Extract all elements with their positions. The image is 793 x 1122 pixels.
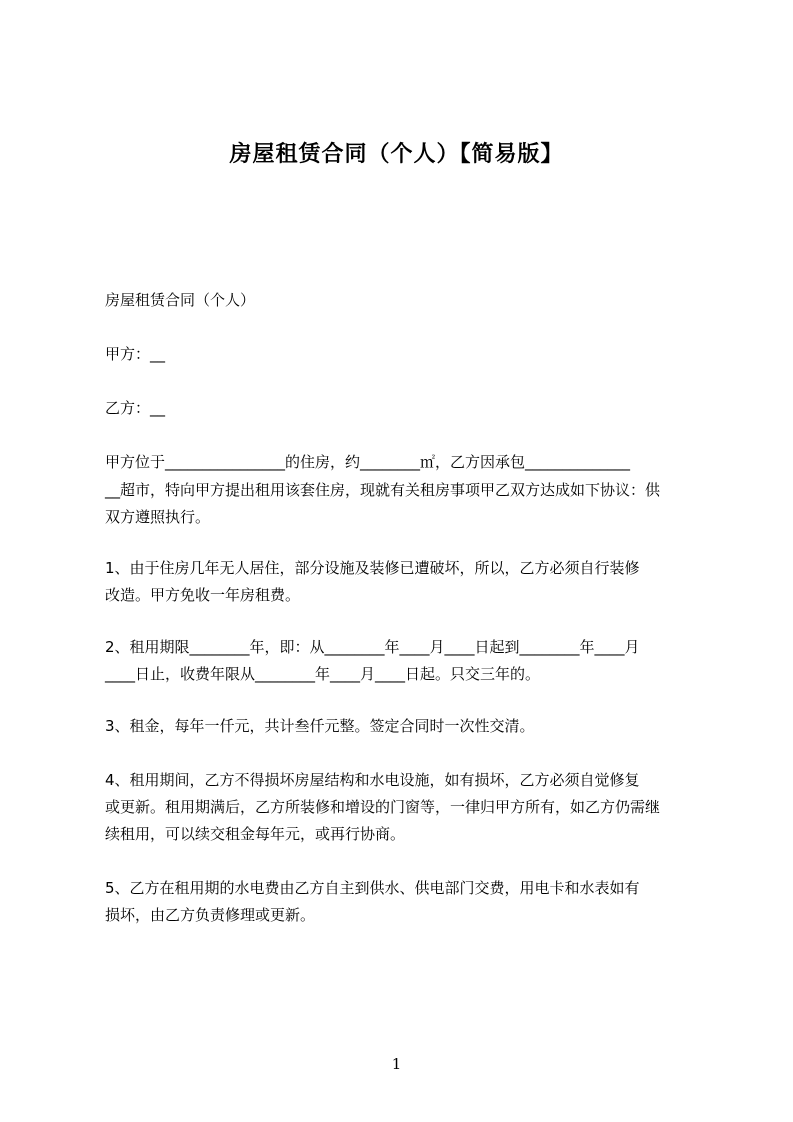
intro-paragraph-line: 甲方位于________________的住房，约________㎡，乙方因承包______________ bbox=[105, 453, 631, 471]
clause-1-line: 1、由于住房几年无人居住，部分设施及装修已遭破坏，所以，乙方必须自行装修 bbox=[105, 559, 640, 577]
clause-2-line: ____日止，收费年限从________年____月____日起。只交三年的。 bbox=[105, 665, 541, 683]
clause-5-line: 损坏，由乙方负责修理或更新。 bbox=[105, 906, 316, 924]
intro-paragraph-line: __超市，特向甲方提出租用该套住房，现就有关租房事项甲乙双方达成如下协议：供 bbox=[105, 481, 661, 499]
clause-3-line: 3、租金，每年一仟元，共计叁仟元整。签定合同时一次性交清。 bbox=[105, 717, 535, 735]
document-title: 房屋租赁合同（个人）【简易版】 bbox=[229, 142, 564, 167]
clause-4-line: 续租用，可以续交租金每年元，或再行协商。 bbox=[105, 825, 406, 843]
intro-paragraph-line: 双方遵照执行。 bbox=[105, 508, 211, 526]
clause-4-line: 或更新。租用期满后，乙方所装修和增设的门窗等，一律归甲方所有，如乙方仍需继 bbox=[105, 798, 661, 816]
party-a-line: 甲方：__ bbox=[105, 345, 166, 363]
clause-4-line: 4、租用期间，乙方不得损坏房屋结构和水电设施，如有损坏，乙方必须自觉修复 bbox=[105, 771, 640, 789]
clause-5-line: 5、乙方在租用期的水电费由乙方自主到供水、供电部门交费，用电卡和水表如有 bbox=[105, 879, 640, 897]
clause-1-line: 改造。甲方免收一年房租费。 bbox=[105, 586, 301, 604]
clause-2-line: 2、租用期限________年，即：从________年____月____日起到________年____月 bbox=[105, 638, 640, 656]
page-number: 1 bbox=[391, 1055, 402, 1073]
paragraph-heading: 房屋租赁合同（个人） bbox=[105, 291, 256, 309]
party-b-line: 乙方：__ bbox=[105, 399, 166, 417]
